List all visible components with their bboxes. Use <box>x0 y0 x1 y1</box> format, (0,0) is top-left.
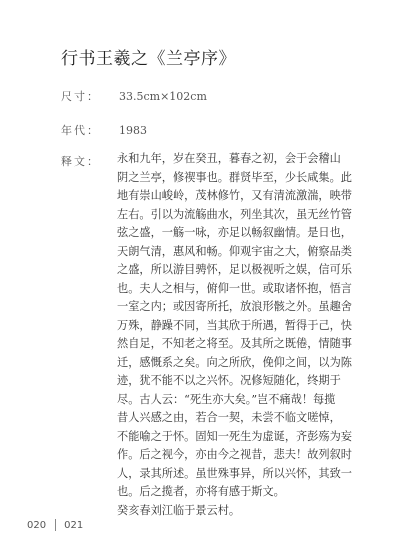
year-value: 1983 <box>119 124 147 137</box>
size-label: 尺寸： <box>61 90 100 103</box>
year-row <box>61 122 147 138</box>
transcript-line: 人，录其所述。虽世殊事异，所以兴怀，其致一 <box>117 466 352 480</box>
size-value: 33.5cm×102cm <box>119 90 207 103</box>
transcript-line: 左右。引以为流觞曲水，列坐其次，虽无丝竹管 <box>117 207 352 221</box>
transcript-line: 迹，犹不能不以之兴怀。况修短随化，终期于 <box>117 374 341 387</box>
artwork-title: 行书王羲之《兰亭序》 <box>61 49 236 69</box>
year-label: 年代： <box>61 124 100 137</box>
transcript-body <box>117 150 372 520</box>
transcript-line: 然自足，不知老之将至。及其所之既倦，情随事 <box>117 337 352 350</box>
transcript-line: 也。夫人之相与，俯仰一世。或取诸怀抱，悟言 <box>117 281 352 295</box>
transcript-line: 之盛，所以游目骋怀，足以极视听之娱，信可乐 <box>117 263 352 276</box>
page-numbers <box>27 519 83 531</box>
page-number-left: 020 <box>27 520 47 531</box>
transcript-label: 释文： <box>61 155 100 168</box>
transcript-line: 尽。古人云：“死生亦大矣。”岂不痛哉！每揽 <box>117 392 336 406</box>
page-divider <box>55 519 56 531</box>
transcript-line: 作。后之视今，亦由今之视昔，悲夫！故列叙时 <box>117 448 352 461</box>
transcript-line: 天朗气清，惠风和畅。仰观宇宙之大，俯察品类 <box>117 244 352 258</box>
transcript-signature: 癸亥春刘江临于景云村。 <box>117 503 241 517</box>
transcript-line: 万殊，静躁不同，当其欣于所遇，暂得于己，快 <box>117 318 352 332</box>
transcript-line: 弦之盛，一觞一咏，亦足以畅叙幽情。是日也， <box>117 226 352 239</box>
transcript-line: 也。后之揽者，亦将有感于斯文。 <box>117 485 285 498</box>
transcript-line: 不能喻之于怀。固知一死生为虚诞，齐彭殇为妄 <box>117 429 352 443</box>
transcript-line: 一室之内；或因寄所托，放浪形骸之外。虽趣舍 <box>117 300 352 313</box>
transcript-line: 永和九年，岁在癸丑，暮春之初，会于会稽山 <box>117 152 341 165</box>
transcript-line: 地有崇山峻岭，茂林修竹，又有清流激湍，映带 <box>117 189 352 202</box>
transcript-line: 昔人兴感之由，若合一契，未尝不临文嗟悼， <box>117 411 341 424</box>
transcript-line: 阴之兰亭，修禊事也。群贤毕至，少长咸集。此 <box>117 170 352 184</box>
transcript-line: 迁，感慨系之矣。向之所欣，俛仰之间，以为陈 <box>117 355 352 369</box>
page-number-right: 021 <box>64 520 84 531</box>
size-row <box>61 88 207 104</box>
